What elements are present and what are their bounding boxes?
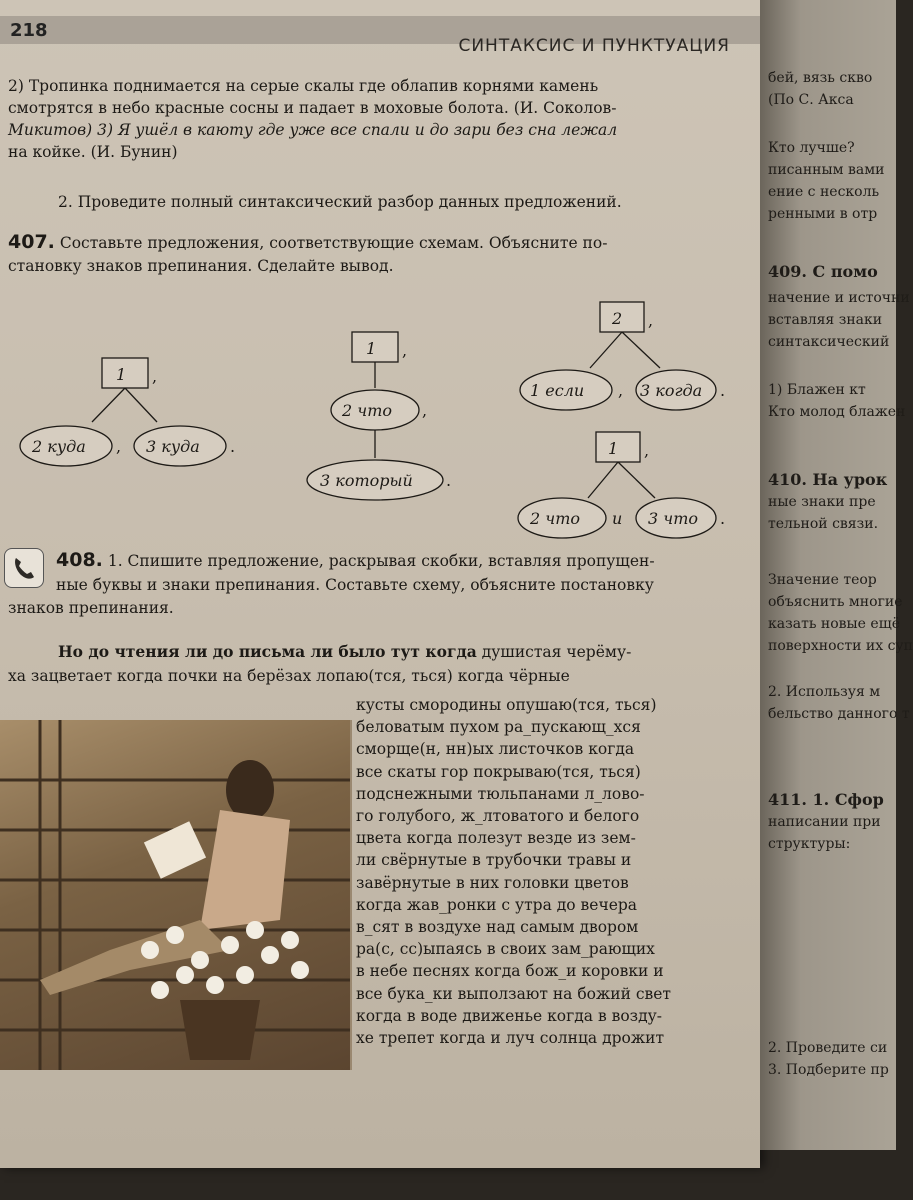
ex408-first-rest: душистая черёму- <box>481 643 632 661</box>
poem-line: завёрнутые в них головки цветов <box>356 873 629 892</box>
scheme3-main: 2 <box>612 309 623 328</box>
poem-line: хе трепет когда и луч солнца дрожит <box>356 1029 665 1048</box>
poem-line: кусты смородины опушаю(тся, ться) <box>356 696 657 714</box>
ex408-text: 1. Спишите предложение, раскрывая скобки, вставляя пропущен- <box>107 552 655 570</box>
right-page-line: ение с несколь <box>768 184 880 200</box>
poem-line: в небе песнях когда бож_и коровки и <box>356 962 664 981</box>
right-page-line: объяснить многие <box>768 594 903 610</box>
scheme4-main: 1 <box>608 439 619 458</box>
scheme1-main: 1 <box>116 365 127 384</box>
scheme4-b: 3 что <box>648 509 699 528</box>
scheme3-b: 3 когда <box>640 381 703 400</box>
poem-line: беловатым пухом ра_пускающ_хся <box>356 718 641 737</box>
right-page-line: 409. С помо <box>768 262 878 281</box>
right-page-line: 2. Используя м <box>768 684 881 700</box>
poem-line: цвета когда полезут везде из зем- <box>356 829 636 848</box>
task2-text: 2. Проведите полный синтаксический разбор данных предложений. <box>58 193 622 211</box>
ex408-number: 408. <box>56 549 103 571</box>
right-page-line: бей, вязь скво <box>768 70 873 86</box>
poem-line: ли свёрнутые в трубочки травы и <box>356 851 632 870</box>
right-page-line: структуры: <box>768 836 851 852</box>
svg-text:,: , <box>618 381 624 400</box>
right-page-line: бельство данного т <box>768 706 910 722</box>
poem-line: все бука_ки выползают на божий свет <box>356 984 672 1003</box>
sentence-schemes <box>0 290 740 540</box>
ex408-line3: знаков препинания. <box>8 599 174 617</box>
poem-line: подснежными тюльпанами л_лово- <box>356 784 645 803</box>
svg-text:,: , <box>644 441 650 460</box>
right-page-line: 1) Блажен кт <box>768 382 866 398</box>
ex408-second-line: ха зацветает когда почки на берёзах лопаю(тся, ться) когда чёрные <box>8 667 570 685</box>
right-page-line: тельной связи. <box>768 516 879 532</box>
scheme-1 <box>20 358 235 466</box>
svg-text:.: . <box>230 437 236 456</box>
scheme-4 <box>518 432 725 538</box>
right-page <box>760 0 913 1150</box>
poem-line: в_сят в воздухе над самым двором <box>356 918 639 937</box>
scheme4-a: 2 что <box>530 509 581 528</box>
poem-line: сморще(н, нн)ых листочков когда <box>356 740 635 759</box>
ex407-line1 <box>8 232 748 253</box>
photo-girl-reading <box>0 720 352 1070</box>
scheme1-a: 2 куда <box>32 437 86 456</box>
ex408-poem-text <box>356 694 746 1049</box>
poem-line: ра(с, сс)ыпаясь в своих зам_рающих <box>356 940 655 959</box>
poem-line: все скаты гор покрываю(тся, ться) <box>356 762 641 781</box>
scheme-2 <box>307 332 451 500</box>
scheme2-main: 1 <box>366 339 377 358</box>
ex407-text: Составьте предложения, соответствующие схемам. Объясните по- <box>59 234 608 252</box>
right-page-line: написании при <box>768 814 881 830</box>
ex408-line2: ные буквы и знаки препинания. Составьте схему, объясните постановку <box>56 576 654 594</box>
svg-text:,: , <box>116 437 122 456</box>
running-head: СИНТАКСИС И ПУНКТУАЦИЯ <box>458 36 730 56</box>
poem-line: когда жав_ронки с утра до вечера <box>356 895 638 914</box>
right-page-line: казать новые ещё <box>768 616 901 632</box>
right-page-line: писанным вами <box>768 162 885 178</box>
ex408-line1 <box>56 550 796 571</box>
top-text-line: смотрятся в небо красные сосны и падает в моховые болота. (И. Соколов- <box>8 99 617 117</box>
right-page-line: Кто молод блажен <box>768 404 906 420</box>
svg-text:,: , <box>152 367 158 386</box>
poem-line: когда в воде движенье когда в возду- <box>356 1006 663 1025</box>
scheme4-conj: и <box>612 509 623 528</box>
right-page-line: 410. На урок <box>768 470 888 489</box>
svg-text:,: , <box>422 401 428 420</box>
scheme1-b: 3 куда <box>146 437 200 456</box>
ex407-number: 407. <box>8 231 55 253</box>
top-text-line: на койке. (И. Бунин) <box>8 143 178 161</box>
phone-icon <box>4 548 44 588</box>
right-page-line: начение и источни <box>768 290 910 306</box>
right-page-line: вставляя знаки <box>768 312 883 328</box>
right-page-line: Значение теор <box>768 572 877 588</box>
scheme2-a: 2 что <box>342 401 393 420</box>
page-number: 218 <box>10 20 48 41</box>
scheme3-a: 1 если <box>530 381 585 400</box>
scheme-3 <box>520 302 725 410</box>
right-page-line: 3. Подберите пр <box>768 1062 889 1078</box>
right-page-line: (По С. Акса <box>768 92 854 108</box>
right-page-line: синтаксический <box>768 334 890 350</box>
svg-text:.: . <box>720 381 726 400</box>
top-text-line: 2) Тропинка поднимается на серые скалы где облапив корнями камень <box>8 77 599 95</box>
top-text-line: Микитов) 3) Я ушёл в каюту где уже все спали и до зари без сна лежал <box>8 121 618 139</box>
svg-text:.: . <box>446 471 452 490</box>
poem-line: го голубого, ж_лтоватого и белого <box>356 807 640 826</box>
right-page-line: 411. 1. Сфор <box>768 790 884 809</box>
ex408-bold-start: Но до чтения ли до письма ли было тут когда <box>58 642 477 661</box>
right-page-line: поверхности их суп <box>768 638 913 654</box>
ex407-line2: становку знаков препинания. Сделайте вывод. <box>8 257 394 275</box>
right-page-line: Кто лучше? <box>768 140 855 156</box>
svg-text:.: . <box>720 509 726 528</box>
right-page-line: ные знаки пре <box>768 494 876 510</box>
svg-text:,: , <box>402 341 408 360</box>
svg-text:,: , <box>648 311 654 330</box>
right-page-line: ренными в отр <box>768 206 878 222</box>
ex408-sentence-start <box>58 642 798 662</box>
scheme2-b: 3 который <box>320 471 413 490</box>
right-page-line: 2. Проведите си <box>768 1040 888 1056</box>
